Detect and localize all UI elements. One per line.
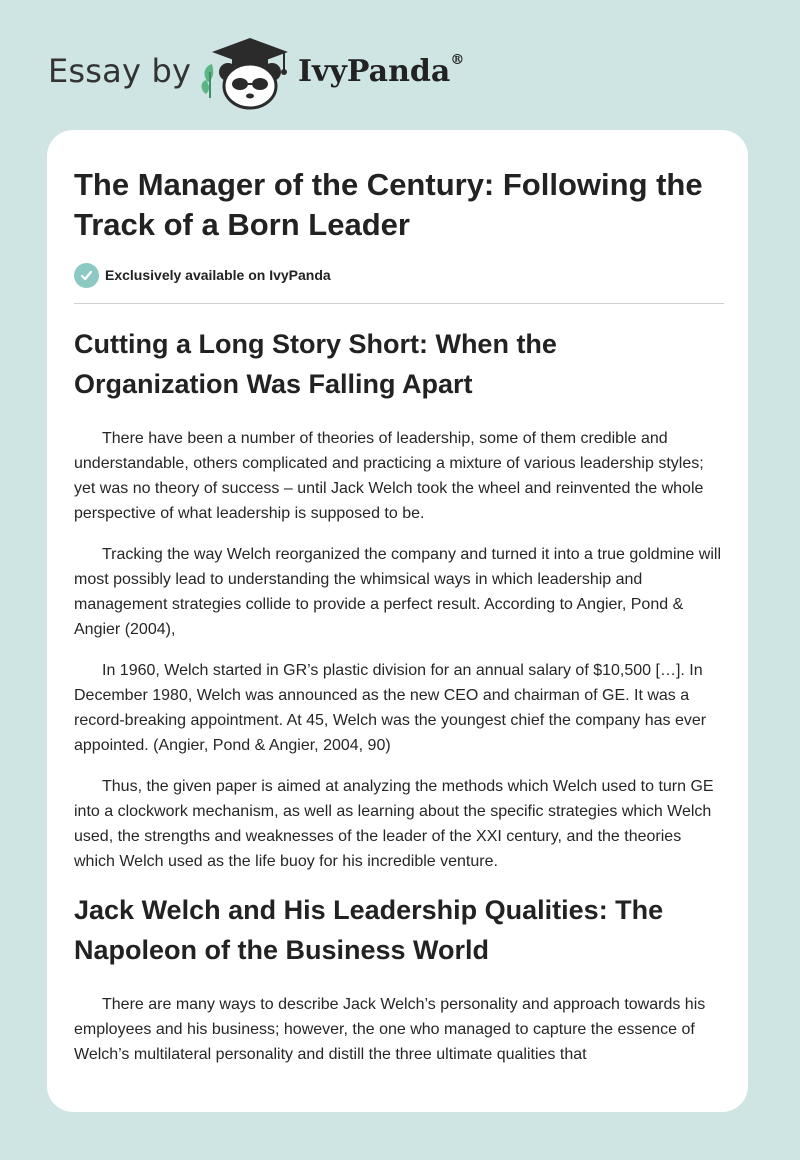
paragraph: Thus, the given paper is aimed at analyzing the methods which Welch used to turn GE into a clockwork mechanism, as well as learning about the specific strategies which Welch used, the strengths and weaknesses of the leader of the XXI century, and the theories which Welch used as the life buoy for his incredible venture. [74, 778, 714, 870]
check-icon [74, 263, 99, 288]
panda-graduate-logo-icon[interactable] [198, 36, 298, 110]
registered-mark: ® [450, 52, 465, 68]
brand-name[interactable] [298, 54, 464, 89]
paragraph: There have been a number of theories of leadership, some of them credible and understandable, others complicated and practicing a mixture of various leadership styles; yet was no theory of success – until Jack Welch took the wheel and reinvented the whole perspective of what leadership is supposed to be. [74, 430, 704, 522]
section-heading: Jack Welch and His Leadership Qualities: The Napoleon of the Business World [74, 895, 664, 965]
divider [74, 303, 724, 304]
article-card [47, 130, 748, 1112]
exclusive-badge [74, 262, 331, 288]
brand-text: IvyPanda [298, 54, 451, 89]
site-header [0, 0, 800, 130]
page-title: The Manager of the Century: Following the Track of a Born Leader [74, 167, 703, 242]
section-heading: Cutting a Long Story Short: When the Organization Was Falling Apart [74, 329, 557, 399]
exclusive-text: Exclusively available on IvyPanda [105, 267, 331, 283]
paragraph: Tracking the way Welch reorganized the company and turned it into a true goldmine will most possibly lead to understanding the whimsical ways in which leadership and management strategies collide to provide a perfect result. According to Angier, Pond & Angier (2004), [74, 546, 721, 638]
essay-by-label: Essay by [48, 52, 192, 90]
paragraph: There are many ways to describe Jack Welch’s personality and approach towards his employees and his business; however, the one who managed to capture the essence of Welch’s multilateral personality and distill the three ultimate qualities that [74, 996, 706, 1063]
block-quote: In 1960, Welch started in GR’s plastic division for an annual salary of $10,500 […]. In December 1980, Welch was announced as the new CEO and chairman of GE. It was a record-breaking appointment. At 45, Welch was the youngest chief the company has ever appointed. (Angier, Pond & Angier, 2004, 90) [74, 662, 707, 754]
